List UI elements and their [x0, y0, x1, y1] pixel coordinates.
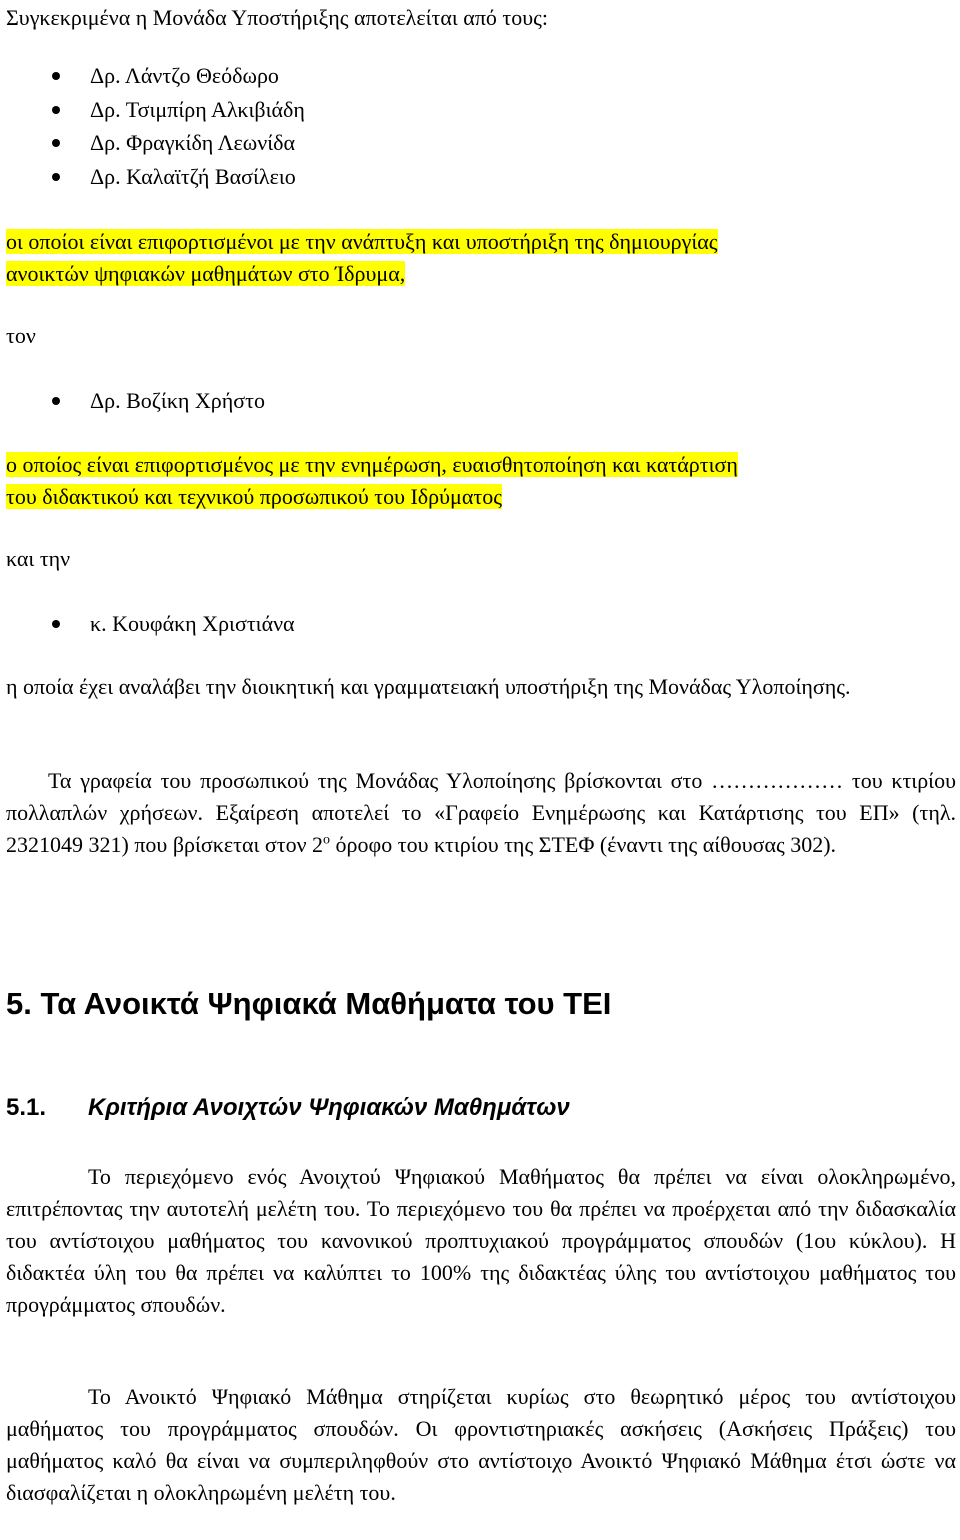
member-name: Δρ. Καλαϊτζή Βασίλειο [90, 163, 296, 189]
list-item [0, 59, 950, 93]
trainer-list [0, 384, 950, 418]
section-title: 5. Τα Ανοικτά Ψηφιακά Μαθήματα του ΤΕΙ [6, 986, 612, 1021]
list-item [0, 160, 950, 194]
member-name: Δρ. Λάντζο Θεόδωρο [90, 63, 279, 88]
trainer-role-text [6, 449, 956, 513]
highlighted-line: του διδακτικού και τεχνικού προσωπικού του Ιδρύματος [6, 484, 502, 509]
criteria-paragraph-1: Το περιεχόμενο ενός Ανοιχτού Ψηφιακού Μαθήματος θα πρέπει να είναι ολοκληρωμένο, επιτρέποντας την αυτοτελή μελέτη του. Το περιεχόμενο του θα πρέπει να προέρχεται από την διδασκαλία του αντίστοιχου μαθήματος του κανονικού προπτυχιακού προγράμματος σπουδών (1ου κύκλου). Η διδακτέα ύλη του θα πρέπει να καλύπτει το 100% της διδακτέας ύλης του αντίστοιχου μαθήματος του προγράμματος σπουδών. [6, 1164, 956, 1317]
connector-kai-tin: και την [6, 546, 71, 571]
members-list [0, 59, 950, 193]
connector-ton: τον [6, 323, 36, 348]
member-name: Δρ. Φραγκίδη Λεωνίδα [90, 130, 296, 155]
bullet-icon [52, 72, 60, 80]
list-item [0, 126, 950, 160]
admin-list [0, 607, 950, 641]
subsection-title [6, 1092, 570, 1124]
criteria-paragraph-2: Το Ανοικτό Ψηφιακό Μάθημα στηρίζεται κυρίως στο θεωρητικό μέρος του αντίστοιχου μαθήματος του προγράμματος σπουδών. Οι φροντιστηριακές ασκήσεις (Ασκήσεις Πράξεις) του μαθήματος καλό θα είναι να συμπεριληφθούν στο αντίστοιχο Ανοικτό Ψηφιακό Μάθημα έτσι ώστε να διασφαλίζεται η ολοκληρωμένη μελέτη του. [6, 1384, 956, 1505]
admin-name: κ. Κουφάκη Χριστιάνα [90, 611, 295, 636]
subsection-number: 5.1. [6, 1094, 47, 1121]
bullet-icon [52, 139, 60, 147]
highlighted-line: ανοικτών ψηφιακών μαθημάτων στο Ίδρυμα, [6, 261, 406, 286]
subsection-heading: Κριτήρια Ανοιχτών Ψηφιακών Μαθημάτων [88, 1094, 570, 1121]
intro-text: Συγκεκριμένα η Μονάδα Υποστήριξης αποτελείται από τους: [6, 5, 548, 30]
member-name: Δρ. Τσιμπίρη Αλκιβιάδη [90, 96, 305, 122]
bullet-icon [52, 397, 60, 405]
bullet-icon [52, 106, 60, 114]
list-item [0, 93, 950, 127]
admin-role-text: η οποία έχει αναλάβει την διοικητική και γραμματειακή υποστήριξη της Μονάδας Υλοποίησης. [6, 674, 851, 699]
members-role-text [6, 226, 956, 290]
highlighted-line: ο οποίος είναι επιφορτισμένος με την ενημέρωση, ευαισθητοποίηση και κατάρτιση [6, 452, 738, 477]
offices-paragraph: Τα γραφεία του προσωπικού της Μονάδας Υλοποίησης βρίσκονται στο ……………… του κτιρίου πολλαπλών χρήσεων. Εξαίρεση αποτελεί το «Γραφείο Ενημέρωσης και Κατάρτισης του ΕΠ» (τηλ. 2321049 321) που βρίσκεται στον $2^o$ όροφο του κτιρίου της ΣΤΕΦ (έναντι της αίθουσας 302). [6, 768, 956, 857]
bullet-icon [52, 620, 60, 628]
trainer-name: Δρ. Βοζίκη Χρήστο [90, 388, 265, 413]
list-item [0, 607, 950, 641]
bullet-icon [52, 173, 60, 181]
highlighted-line: οι οποίοι είναι επιφορτισμένοι με την ανάπτυξη και υποστήριξη της δημιουργίας [6, 229, 718, 254]
list-item [0, 384, 950, 418]
